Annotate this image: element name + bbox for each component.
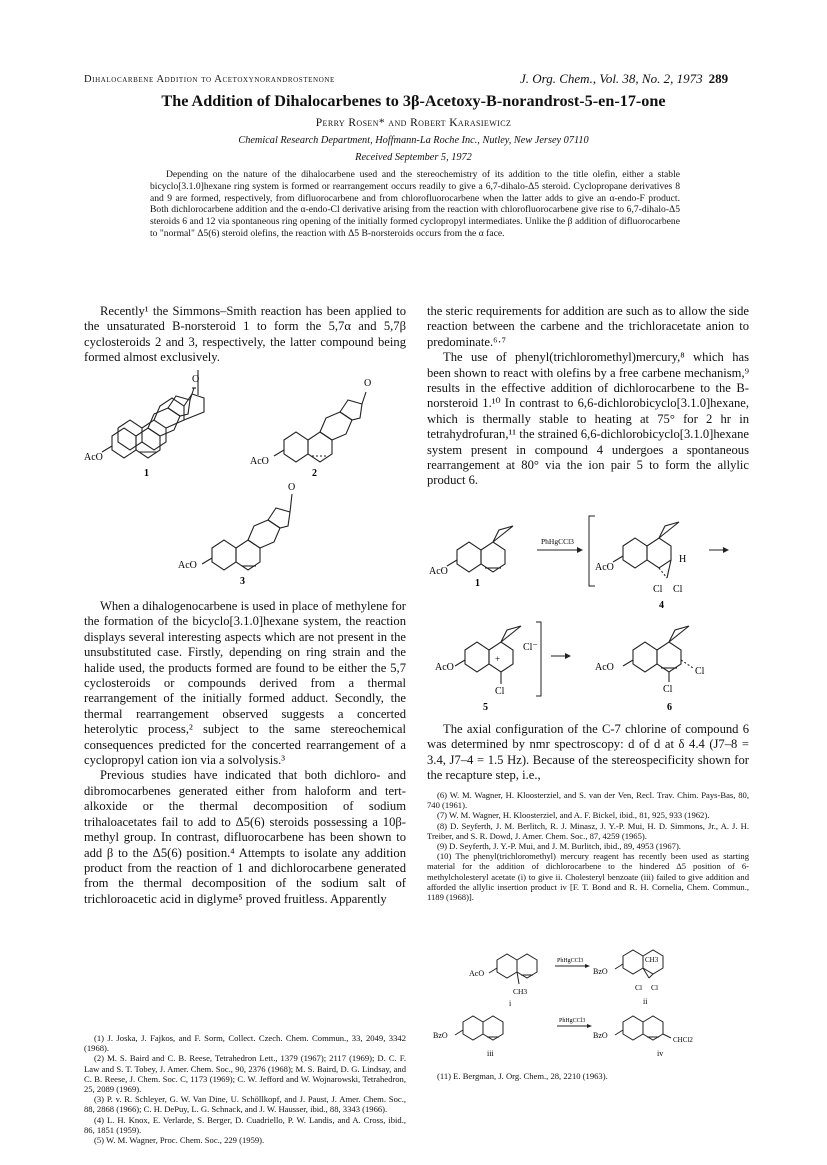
scheme-structure-4 [613, 522, 679, 578]
structure-1-oxo: O [192, 374, 200, 385]
i-aco: AcO [469, 969, 485, 978]
journal-citation [520, 71, 728, 87]
abstract: Depending on the nature of the dihalocarbene used and the stereochemistry of its addition to the title olefin, either a stable bicyclo[3.1.0]hexane ring system is formed or rearrangement occurs readily to give a 6,7-dihalo-Δ5 steroid. Cyclopropane derivatives 8 and 9 are formed, respectively, from difluorocarbene and from chlorofluorocarbene when the latter adds to give an α-endo-F product. Both dichlorocarbene addition and the α-endo-Cl derivative arising from the reaction with chlorofluorocarbene give rise to 6,7-dihalo-Δ5 steroids 6 and 12 via spontaneous ring opening of the initially formed cyclopropyl intermediates. Unlike the β addition of difluorocarbene to "normal" Δ5(6) steroid olefins, the reaction with Δ5 B-norsteroids occurs from the α face. [150, 169, 680, 239]
ii-cl-a: Cl [635, 983, 643, 992]
left-footnotes [84, 1033, 406, 1145]
running-title: Dihalocarbene Addition to Acetoxynorandrostenone [84, 74, 335, 85]
page-number: 289 [708, 71, 729, 86]
scheme-6-cl-b: Cl [663, 684, 673, 695]
structure-ii [615, 950, 663, 978]
scheme-label-4: 4 [659, 600, 664, 611]
left-para-2: When a dihalogenocarbene is used in place of methylene for the formation of the bicyclo[3.1.0]hexane system, the reaction displays several interesting aspects which are not present in the unsubstituted case. Firstly, depending on ring strain and the halide used, the products formed are found to be either the 5,7 cyclosteroids or compounds derived from a thermal rearrangement of the initially formed adduct. Secondly, the thermal rearrangement observed suggests a concerted heterolytic process,² subject to the same stereochemical consequences predicted for the concerted rearrangement of a cyclopropyl cation ion via a solvolysis.³ [84, 599, 406, 768]
arrow-iii-iv-head [587, 1024, 592, 1028]
footnote-10: (10) The phenyl(trichloromethyl) mercury reagent has recently been used as starting material for the addition of dichlorocarbene to the hindered Δ5 position of 6-methylcholesteryl acetate (i) to give ii. Cholesteryl benzoate (iii) failed to give addition and afforded the allylic insertion product iv [F. T. Bond and R. H. Cornelia, Chem. Commun., 1189 (1968)]. [427, 851, 749, 903]
scheme-label-6: 6 [667, 702, 672, 713]
right-footnotes [427, 790, 749, 902]
received-date: Received September 5, 1972 [355, 152, 472, 163]
footnote-7: (7) W. M. Wagner, H. Kloosterziel, and A. F. Bickel, ibid., 81, 925, 933 (1962). [437, 810, 710, 821]
left-para-1: Recently¹ the Simmons–Smith reaction has been applied to the unsaturated B-norsteroid 1 to form the 5,7α and 5,7β cyclosteroids 2 and 3, respectively, the latter compound being formed almost exclusively. [84, 304, 406, 365]
structure-3-rings [202, 494, 292, 570]
reaction-arrow-2-head [723, 547, 729, 553]
structure-3-oxo: O [288, 482, 296, 493]
label-iv: iv [657, 1049, 664, 1058]
structure-2-aco: AcO [250, 456, 269, 467]
arrow-i-ii-head [585, 964, 590, 968]
left-para-3: Previous studies have indicated that both dichloro- and dibromocarbenes generated either from haloform and tert-alkoxide or the thermal decomposition of sodium trihaloacetates fail to add to Δ5(6) steroids possessing a 10β-methyl group. In contrast, difluorocarbene has been shown to add β to the Δ5(6) position.⁴ Attempts to isolate any addition product from the reaction of 1 and dichlorocarbene generated from the thermal decomposition of the sodium salt of trichloroacetic acid in diglyme⁵ proved fruitless. Apparently [84, 768, 406, 906]
reaction-arrow-1-head [577, 547, 583, 553]
structure-2-rings [274, 392, 366, 462]
structure-1-aco: AcO [84, 452, 103, 463]
right-para-2: The use of phenyl(trichloromethyl)mercury,⁸ which has been shown to react with olefins by a free carbene mechanism,⁹ results in the effective addition of dichlorocarbene to the B-norsteroid 1.¹⁰ In contrast to 6,6-dichlorobicyclo[3.1.0]hexane, which is thermally stable to heating at 75° for 2 hr in tetrahydrofuran,¹¹ the strained 6,6-dichlorobicyclo[3.1.0]hexane system present in compound 4 undergoes a spontaneous rearrangement at 80° via the ion pair 5 to form the allylic product 6. [427, 350, 749, 488]
structure-i [489, 954, 537, 984]
footnote-10-structures [427, 940, 749, 1065]
iv-bzo: BzO [593, 1031, 608, 1040]
compound-label-1: 1 [144, 468, 149, 479]
ii-bzo: BzO [593, 967, 608, 976]
affiliation: Chemical Research Department, Hoffmann-La Roche Inc., Nutley, New Jersey 07110 [238, 135, 589, 146]
scheme-1-aco: AcO [429, 566, 448, 577]
footnote-4: (4) L. H. Knox, E. Verlarde, S. Berger, D. Cuadriello, P. W. Landis, and A. Cross, ibid., 86, 1851 (1959). [84, 1114, 406, 1135]
right-para-1: the steric requirements for addition are such as to allow the side reaction between the carbene and the trichloracetate anion to predominate.⁶·⁷ [427, 304, 749, 349]
right-para-3: The axial configuration of the C-7 chlorine of compound 6 was determined by nmr spectroscopy: d of d at δ 4.4 (J7–8 = 3.4, J7–4 = 1.5 Hz). Because of the stereospecificity shown for the recapture step, i.e., [427, 722, 749, 783]
right-footnote-11 [427, 1071, 749, 1081]
article-title: The Addition of Dihalocarbenes to 3β-Acetoxy-B-norandrost-5-en-17-one [161, 92, 666, 110]
compound-label-3: 3 [240, 576, 245, 587]
footnote-2: (2) M. S. Baird and C. B. Reese, Tetrahedron Lett., 1379 (1967); 2117 (1969); D. C. F. Law and S. T. Tobey, J. Amer. Chem. Soc., 90, 2376 (1968); M. S. Baird, D. G. Lindsay, and C. B. Reese, J. Chem. Soc. C, 1173 (1969); C. W. Jefford and W. Wojnarowski, Tetrahedron, 25, 2089 (1969). [84, 1053, 406, 1095]
iv-chcl2: CHCl2 [673, 1036, 693, 1044]
scheme-4-aco: AcO [595, 562, 614, 573]
scheme-dichlorocarbene-rearrangement [427, 510, 749, 715]
structures-1-2-3 [84, 370, 406, 592]
footnote-8: (8) D. Seyferth, J. M. Berlitch, R. J. Minasz, J. Y.-P. Mui, H. D. Simmons, Jr., A. J. H. Treiber, and S. R. Dowd, J. Amer. Chem. Soc., 87, 4259 (1965). [427, 820, 749, 841]
footnote-5: (5) W. M. Wagner, Proc. Chem. Soc., 229 (1959). [94, 1135, 265, 1146]
footnote-9: (9) D. Seyferth, J. Y.-P. Mui, and J. M. Burlitch, ibid., 89, 4953 (1967). [437, 841, 681, 852]
ii-ch3: CH3 [645, 956, 659, 964]
reaction-arrow-3-head [565, 653, 571, 659]
reagent-label-3: PhHgCCl3 [559, 1018, 586, 1024]
structure-iv [615, 1016, 671, 1040]
reagent-label-2: PhHgCCl3 [557, 958, 584, 964]
label-iii: iii [487, 1049, 494, 1058]
i-ch3: CH3 [513, 987, 528, 996]
reagent-label-1: PhHgCCl3 [541, 537, 574, 546]
footnote-1: (1) J. Joska, J. Fajkos, and F. Sorm, Collect. Czech. Chem. Commun., 33, 2049, 3342 (1968). [84, 1033, 406, 1054]
structure-2-oxo: O [364, 378, 372, 389]
scheme-label-1: 1 [475, 578, 480, 589]
scheme-structure-5 [455, 626, 521, 684]
scheme-4-cl-b: Cl [673, 584, 683, 595]
compound-label-2: 2 [312, 468, 317, 479]
right-column-top [427, 304, 749, 489]
footnote-3: (3) P. v. R. Schleyer, G. W. Van Dine, U. Schöllkopf, and J. Paust, J. Amer. Chem. Soc., 88, 2868 (1966); C. H. DePuy, L. G. Schnack, and J. W. Hausser, ibid., 88, 3343 (1966). [84, 1094, 406, 1115]
ii-cl-b: Cl [651, 983, 659, 992]
scheme-4-cl-a: Cl [653, 584, 663, 595]
authors: Perry Rosen* and Robert Karasiewicz [315, 117, 512, 129]
scheme-label-5: 5 [483, 702, 488, 713]
iii-bzo: BzO [433, 1031, 448, 1040]
footnote-6: (6) W. M. Wagner, H. Kloosterziel, and S. van der Ven, Recl. Trav. Chim. Pays-Bas, 80, 740 (1961). [427, 790, 749, 811]
scheme-5-cl-minus: Cl⁻ [523, 642, 538, 653]
scheme-structure-6 [623, 626, 693, 682]
scheme-6-aco: AcO [595, 662, 614, 673]
footnote-11: (11) E. Bergman, J. Org. Chem., 28, 2210 (1963). [437, 1071, 608, 1081]
scheme-6-cl-a: Cl [695, 666, 705, 677]
scheme-5-cl: Cl [495, 686, 505, 697]
structure-3-aco: AcO [178, 560, 197, 571]
label-i: i [509, 999, 512, 1008]
bracket-right [536, 622, 541, 696]
scheme-5-plus: + [495, 654, 501, 664]
left-column-body [84, 599, 406, 907]
scheme-5-aco: AcO [435, 662, 454, 673]
scheme-structure-1 [447, 526, 513, 572]
journal-name: J. Org. Chem., Vol. 38, No. 2, 1973 [520, 71, 703, 86]
label-ii: ii [643, 997, 648, 1006]
structure-iii [455, 1016, 503, 1040]
scheme-4-h: H [679, 554, 687, 565]
bracket-left [589, 516, 595, 586]
